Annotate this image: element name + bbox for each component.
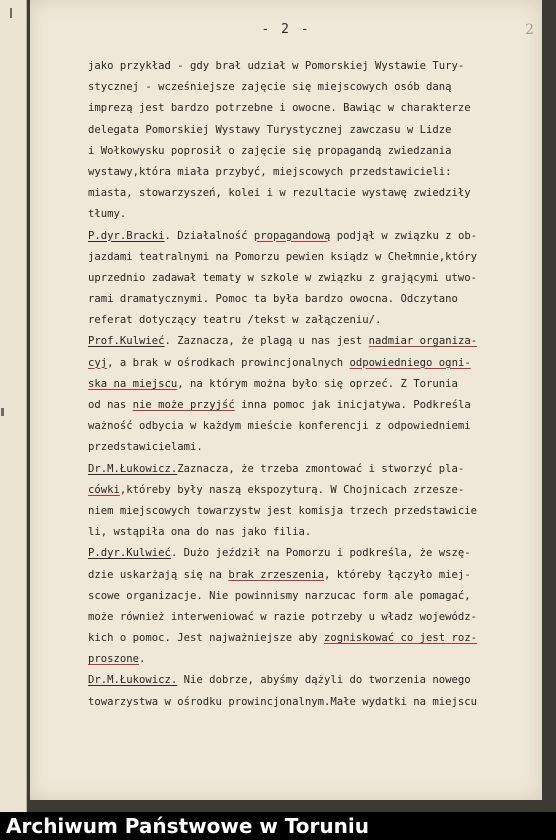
text-line bbox=[88, 226, 543, 247]
text-line bbox=[88, 565, 543, 586]
underlined-text: Dr.M.Łukowicz. bbox=[88, 674, 178, 687]
text-segment: tłumy. bbox=[88, 208, 127, 221]
text-segment: kich o pomoc. Jest najważniejsze aby bbox=[88, 632, 324, 645]
text-segment: niem miejscowych towarzystw jest komisja trzech przedstawicie bbox=[88, 504, 478, 517]
text-segment: stycznej - wcześniejsze zajęcie się miejscowych osób daną bbox=[88, 81, 452, 94]
text-segment: Zaznacza, że trzeba zmontować i stworzyć pla- bbox=[177, 462, 465, 475]
underlined-text: cyj bbox=[88, 356, 108, 369]
underlined-text: ska na miejscu bbox=[88, 377, 178, 390]
text-segment: podjął w związku z ob- bbox=[330, 229, 478, 242]
underlined-text: P.dyr.Kulwieć bbox=[88, 547, 171, 560]
text-line bbox=[88, 459, 543, 480]
margin-mark bbox=[10, 8, 12, 18]
text-segment: miasta, stowarzyszeń, kolei i w rezultacie wystawę zwiedziły bbox=[88, 187, 471, 200]
text-segment: ważność odbycia w każdym mieście konferencji z odpowiedniemi bbox=[88, 420, 471, 433]
text-line bbox=[88, 247, 543, 268]
text-line bbox=[88, 353, 543, 374]
margin-mark bbox=[1, 408, 4, 416]
text-line bbox=[88, 141, 543, 162]
text-segment: inna pomoc jak inicjatywa. Podkreśla bbox=[234, 399, 471, 411]
text-segment: . Zaznacza, że plagą u nas jest bbox=[164, 335, 369, 348]
text-line bbox=[88, 331, 543, 352]
underlined-text: Dr.M.Łukowicz. bbox=[88, 462, 178, 475]
text-segment: , któreby łączyło miej- bbox=[324, 568, 471, 581]
underlined-text: cówki bbox=[88, 483, 120, 496]
text-line bbox=[88, 692, 543, 713]
text-line bbox=[88, 586, 543, 607]
text-segment: , na którym można było się oprzeć. Z Torunia bbox=[177, 377, 458, 390]
underlined-text: nadmiar organiza- bbox=[368, 335, 478, 348]
text-line bbox=[88, 268, 543, 289]
text-segment: i Wołkowysku poprosił o zajęcie się propagandą zwiedzania bbox=[88, 144, 452, 157]
text-line bbox=[88, 183, 543, 204]
underlined-text: P.dyr.Bracki bbox=[88, 229, 165, 242]
text-segment: referat dotyczący teatru /tekst w załączeniu/. bbox=[88, 314, 382, 327]
text-segment: towarzystwa w ośrodku prowincjonalnym.Małe wydatki na miejscu bbox=[88, 695, 478, 708]
text-segment: . bbox=[139, 653, 146, 666]
text-segment: od nas bbox=[88, 399, 133, 411]
text-line bbox=[88, 98, 543, 119]
text-segment: ,któreby były naszą ekspozyturą. W Chojnicach zrzesze- bbox=[119, 483, 465, 496]
archive-footer: Archiwum Państwowe w Toruniu bbox=[0, 812, 556, 840]
text-line bbox=[88, 607, 543, 628]
typed-text-body bbox=[88, 56, 543, 713]
underlined-text: Prof.Kulwieć bbox=[88, 335, 165, 348]
text-segment: li, wstąpiła ona do nas jako filia. bbox=[88, 526, 312, 539]
text-segment: jako przykład - gdy brał udział w Pomorskiej Wystawie Tury- bbox=[88, 60, 465, 72]
text-segment: imprezą jest bardzo potrzebne i owocne. Bawiąc w charakterze bbox=[88, 102, 471, 115]
underlined-text: proszone bbox=[88, 653, 140, 666]
text-line bbox=[88, 522, 543, 543]
text-line bbox=[88, 120, 543, 141]
text-segment: , a brak w ośrodkach prowincjonalnych bbox=[107, 356, 350, 369]
text-line bbox=[88, 374, 543, 395]
adjacent-page-edge bbox=[0, 0, 27, 812]
text-segment: jazdami teatralnymi na Pomorzu pewien ksiądz w Chełmnie,który bbox=[88, 250, 478, 263]
pencil-page-mark: 2 bbox=[525, 22, 534, 38]
underlined-text: odpowiedniego ogni- bbox=[349, 356, 471, 369]
text-line bbox=[88, 395, 543, 416]
text-line bbox=[88, 162, 543, 183]
text-segment: uprzednio zadawał tematy w szkole w związku z grającymi utwo- bbox=[88, 271, 478, 284]
underlined-text: zogniskować co jest roz- bbox=[324, 632, 478, 645]
text-line bbox=[88, 649, 543, 670]
text-segment: może również interweniować w razie potrzeby u władz wojewódz- bbox=[88, 610, 478, 623]
text-segment: scowe organizacje. Nie powinnismy narzucac form ale pomagać, bbox=[88, 589, 471, 602]
text-segment: Nie dobrze, abyśmy dążyli do tworzenia nowego bbox=[177, 674, 471, 687]
text-line bbox=[88, 628, 543, 649]
text-segment: przedstawicielami. bbox=[88, 441, 203, 454]
page-number: - 2 - bbox=[261, 22, 311, 37]
text-segment: . Dużo jeździł na Pomorzu i podkreśla, że wszę- bbox=[170, 547, 471, 560]
text-line bbox=[88, 289, 543, 310]
text-segment: . Działalność bbox=[164, 229, 254, 242]
document-page bbox=[30, 0, 542, 800]
text-line bbox=[88, 416, 543, 437]
text-line bbox=[88, 310, 543, 331]
text-segment: delegata Pomorskiej Wystawy Turystycznej zawczasu w Lidze bbox=[88, 123, 452, 136]
text-segment: dzie uskarżają się na bbox=[88, 568, 229, 581]
text-line bbox=[88, 77, 543, 98]
text-segment: rami dramatycznymi. Pomoc ta była bardzo owocna. Odczytano bbox=[88, 293, 458, 306]
text-line bbox=[88, 204, 543, 225]
text-segment: wystawy,która miała przybyć, miejscowych przedstawicieli: bbox=[88, 165, 452, 178]
text-line bbox=[88, 543, 543, 564]
underlined-text: brak zrzeszenia bbox=[228, 568, 324, 581]
underlined-text: nie może przyjść bbox=[132, 399, 235, 411]
underlined-text: propagandową bbox=[253, 229, 331, 242]
text-line bbox=[88, 56, 543, 77]
text-line bbox=[88, 501, 543, 522]
text-line bbox=[88, 670, 543, 691]
text-line bbox=[88, 437, 543, 458]
text-line bbox=[88, 480, 543, 501]
